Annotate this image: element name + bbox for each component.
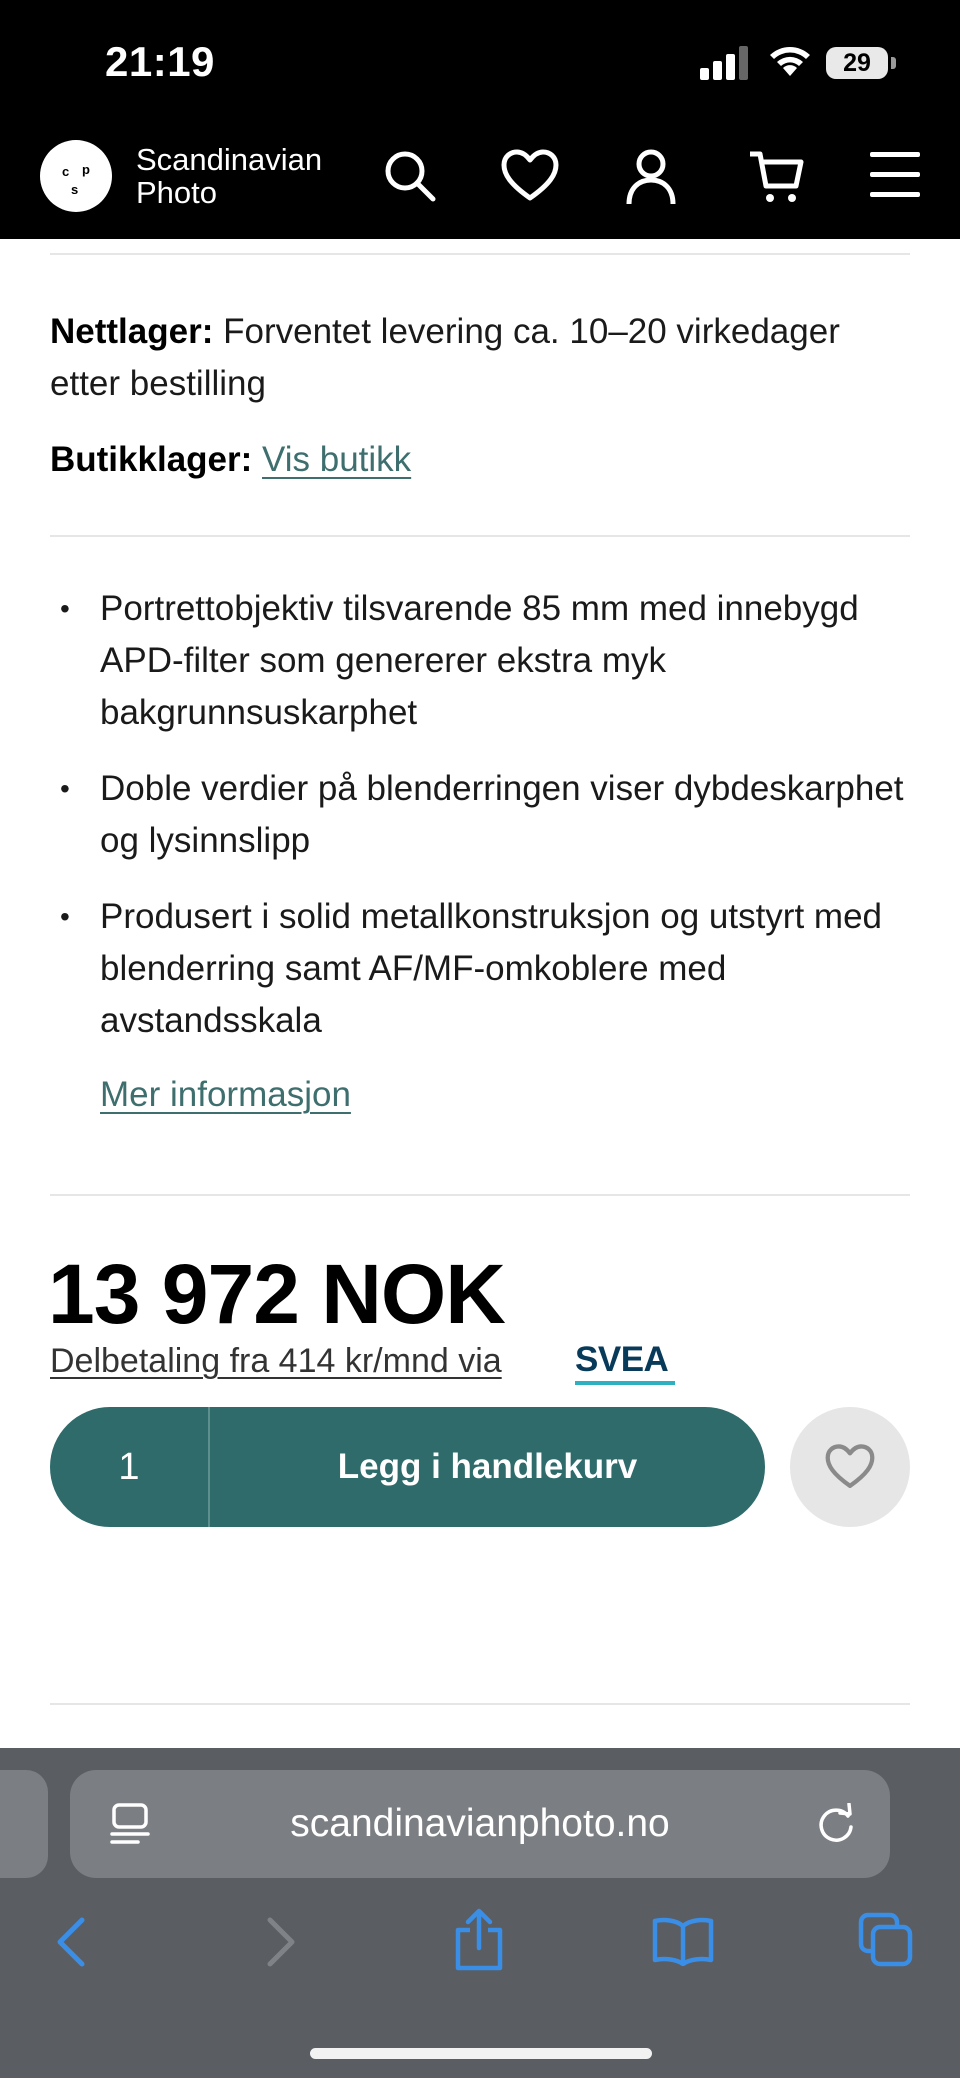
more-info-link[interactable]: Mer informasjon [100, 1075, 351, 1114]
home-indicator [310, 2048, 652, 2059]
divider [50, 253, 910, 255]
logo[interactable] [40, 140, 112, 212]
divider [50, 1703, 910, 1705]
reload-icon[interactable] [814, 1803, 856, 1845]
cart-icon[interactable] [748, 148, 804, 206]
feature-list [50, 583, 920, 1071]
battery-tip [891, 57, 896, 69]
svea-logo-underline [575, 1381, 675, 1385]
logo-glyph: p [82, 162, 90, 177]
account-icon[interactable] [625, 148, 677, 206]
online-stock-text: Forventet levering ca. 10–20 virkedager etter bestilling [50, 312, 840, 403]
logo-line-2: Photo [136, 175, 218, 210]
signal-icon [700, 46, 750, 80]
url-text: scandinavianphoto.no [290, 1802, 670, 1845]
wifi-icon [768, 44, 812, 78]
search-icon[interactable] [382, 148, 438, 204]
logo-glyph: s [71, 182, 79, 197]
store-stock [50, 434, 910, 486]
quantity-input[interactable]: 1 [50, 1407, 210, 1527]
store-stock-label: Butikklager: [50, 440, 253, 479]
divider [50, 535, 910, 537]
online-stock-label: Nettlager: [50, 312, 214, 351]
price: 13 972 NOK [48, 1247, 505, 1341]
list-item: • Portrettobjektiv tilsvarende 85 mm med innebygd APD-filter som genererer ekstra myk bakgrunnsuskarphet [50, 583, 920, 739]
logo-text[interactable] [136, 143, 322, 209]
logo-line-1: Scandinavian [136, 142, 323, 177]
status-time: 21:19 [105, 38, 215, 85]
list-item: • Produsert i solid metallkonstruksjon og utstyrt med blenderring samt AF/MF-omkoblere med avstandsskala [50, 891, 920, 1047]
tabs-icon[interactable] [858, 1912, 914, 1968]
online-stock [50, 306, 910, 410]
wishlist-button[interactable] [790, 1407, 910, 1527]
add-to-cart-bar [50, 1407, 765, 1527]
bookmarks-icon[interactable] [652, 1916, 714, 1966]
list-item: • Doble verdier på blenderringen viser dybdeskarphet og lysinnslipp [50, 763, 920, 867]
divider [50, 1194, 910, 1196]
forward-icon[interactable] [264, 1916, 298, 1968]
logo-glyph: c [62, 164, 70, 179]
installment-link[interactable]: Delbetaling fra 414 kr/mnd via [50, 1342, 502, 1380]
heart-icon [824, 1443, 876, 1491]
battery-icon: 29 [826, 47, 888, 79]
back-icon[interactable] [54, 1916, 88, 1968]
heart-icon[interactable] [500, 148, 560, 204]
menu-icon[interactable] [870, 152, 920, 198]
previous-tab-peek[interactable] [0, 1770, 48, 1878]
svea-logo[interactable]: SVEA [575, 1340, 669, 1379]
share-icon[interactable] [452, 1908, 506, 1972]
add-to-cart-button[interactable]: Legg i handlekurv [337, 1447, 638, 1486]
view-store-link[interactable]: Vis butikk [262, 440, 412, 479]
